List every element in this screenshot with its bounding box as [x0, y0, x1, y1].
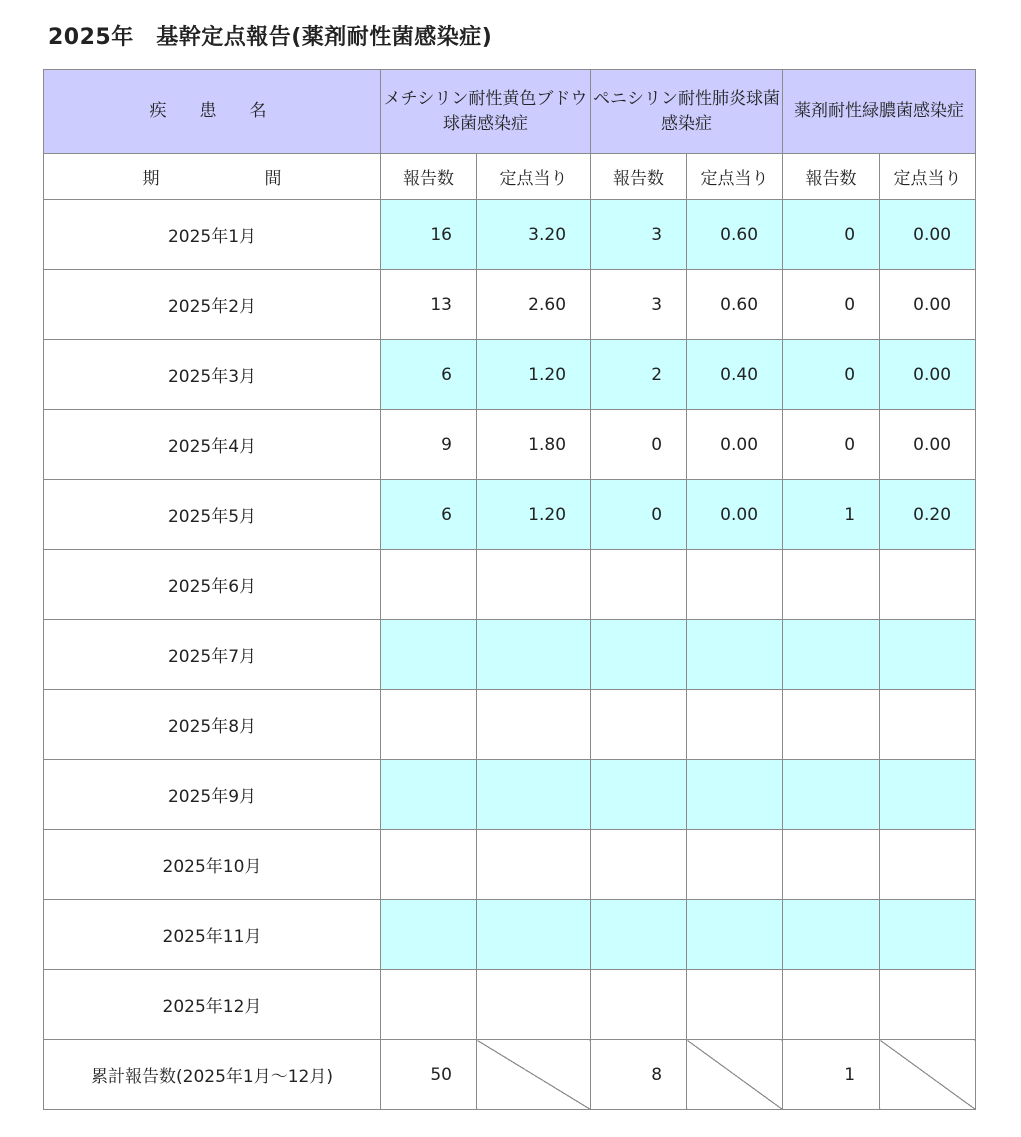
per-site-cell: [477, 830, 591, 900]
per-site-cell: [687, 690, 783, 760]
per-site-cell: [687, 620, 783, 690]
count-cell: [381, 620, 477, 690]
disease-prsp: ペニシリン耐性肺炎球菌感染症: [591, 70, 783, 154]
per-site-cell: 2.60: [477, 270, 591, 340]
per-site-cell: [880, 900, 976, 970]
table-row: [44, 200, 976, 270]
per-site-cell: [880, 970, 976, 1040]
count-cell: 0: [783, 200, 880, 270]
count-cell: [591, 620, 687, 690]
period-cell: 2025年5月: [44, 480, 381, 550]
total-mdrp: 1: [783, 1040, 880, 1110]
per-site-cell: [687, 760, 783, 830]
col-count: 報告数: [381, 154, 477, 200]
col-count: 報告数: [783, 154, 880, 200]
per-site-cell: [477, 970, 591, 1040]
period-cell: 2025年4月: [44, 410, 381, 480]
count-cell: [591, 550, 687, 620]
per-site-cell: [477, 760, 591, 830]
diagonal-cell: [880, 1040, 976, 1110]
per-site-cell: 3.20: [477, 200, 591, 270]
table-row: [44, 830, 976, 900]
count-cell: [783, 690, 880, 760]
count-cell: [591, 690, 687, 760]
count-cell: [783, 620, 880, 690]
per-site-cell: [880, 830, 976, 900]
count-cell: 0: [783, 270, 880, 340]
page-title: 2025年 基幹定点報告(薬剤耐性菌感染症): [48, 25, 493, 50]
count-cell: 6: [381, 480, 477, 550]
per-site-cell: 0.60: [687, 270, 783, 340]
count-cell: [783, 830, 880, 900]
count-cell: [381, 830, 477, 900]
count-cell: [381, 970, 477, 1040]
per-site-cell: [687, 550, 783, 620]
count-cell: 1: [783, 480, 880, 550]
count-cell: [591, 970, 687, 1040]
per-site-cell: [687, 970, 783, 1040]
table-row: [44, 410, 976, 480]
count-cell: 13: [381, 270, 477, 340]
col-count: 報告数: [591, 154, 687, 200]
count-cell: 0: [591, 410, 687, 480]
per-site-cell: 0.40: [687, 340, 783, 410]
count-cell: 3: [591, 270, 687, 340]
diagonal-cell: [687, 1040, 783, 1110]
per-site-cell: 1.20: [477, 340, 591, 410]
count-cell: 2: [591, 340, 687, 410]
period-cell: 2025年2月: [44, 270, 381, 340]
count-cell: 0: [591, 480, 687, 550]
per-site-cell: [477, 900, 591, 970]
count-cell: [381, 690, 477, 760]
table-row: [44, 690, 976, 760]
per-site-cell: [687, 900, 783, 970]
per-site-cell: 0.00: [880, 410, 976, 480]
count-cell: 16: [381, 200, 477, 270]
count-cell: [783, 900, 880, 970]
total-row: [44, 1040, 976, 1110]
period-cell: 2025年1月: [44, 200, 381, 270]
count-cell: [783, 550, 880, 620]
table-row: [44, 900, 976, 970]
per-site-cell: [477, 690, 591, 760]
per-site-cell: 0.00: [880, 200, 976, 270]
count-cell: [783, 970, 880, 1040]
table-row: [44, 550, 976, 620]
count-cell: [591, 900, 687, 970]
table-row: [44, 970, 976, 1040]
col-per-site: 定点当り: [687, 154, 783, 200]
count-cell: 6: [381, 340, 477, 410]
count-cell: [381, 760, 477, 830]
per-site-cell: 0.00: [880, 340, 976, 410]
count-cell: [381, 900, 477, 970]
period-cell: 2025年9月: [44, 760, 381, 830]
period-cell: 2025年12月: [44, 970, 381, 1040]
col-per-site: 定点当り: [477, 154, 591, 200]
col-per-site: 定点当り: [880, 154, 976, 200]
per-site-cell: [477, 620, 591, 690]
per-site-cell: 1.80: [477, 410, 591, 480]
per-site-cell: 0.20: [880, 480, 976, 550]
per-site-cell: 0.60: [687, 200, 783, 270]
per-site-cell: [477, 550, 591, 620]
count-cell: 0: [783, 340, 880, 410]
disease-mrsa: メチシリン耐性黄色ブドウ球菌感染症: [381, 70, 591, 154]
total-mrsa: 50: [381, 1040, 477, 1110]
per-site-cell: 1.20: [477, 480, 591, 550]
period-cell: 2025年6月: [44, 550, 381, 620]
period-cell: 2025年10月: [44, 830, 381, 900]
table-row: [44, 620, 976, 690]
disease-mdrp: 薬剤耐性緑膿菌感染症: [783, 70, 976, 154]
per-site-cell: 0.00: [687, 410, 783, 480]
per-site-cell: [880, 620, 976, 690]
period-label: 期 間: [44, 154, 381, 200]
per-site-cell: 0.00: [880, 270, 976, 340]
count-cell: 9: [381, 410, 477, 480]
diagonal-cell: [477, 1040, 591, 1110]
period-cell: 2025年11月: [44, 900, 381, 970]
column-header-row: [44, 154, 976, 200]
count-cell: 0: [783, 410, 880, 480]
per-site-cell: [880, 550, 976, 620]
disease-name-label: 疾 患 名: [44, 70, 381, 154]
count-cell: 3: [591, 200, 687, 270]
count-cell: [381, 550, 477, 620]
total-prsp: 8: [591, 1040, 687, 1110]
per-site-cell: 0.00: [687, 480, 783, 550]
report-table: [43, 69, 976, 1110]
table-row: [44, 340, 976, 410]
period-cell: 2025年7月: [44, 620, 381, 690]
table-row: [44, 760, 976, 830]
count-cell: [591, 760, 687, 830]
disease-header-row: [44, 70, 976, 154]
per-site-cell: [880, 760, 976, 830]
period-cell: 2025年8月: [44, 690, 381, 760]
period-cell: 2025年3月: [44, 340, 381, 410]
per-site-cell: [687, 830, 783, 900]
table-row: [44, 270, 976, 340]
table-row: [44, 480, 976, 550]
per-site-cell: [880, 690, 976, 760]
total-label: 累計報告数(2025年1月～12月): [44, 1040, 381, 1110]
count-cell: [591, 830, 687, 900]
count-cell: [783, 760, 880, 830]
